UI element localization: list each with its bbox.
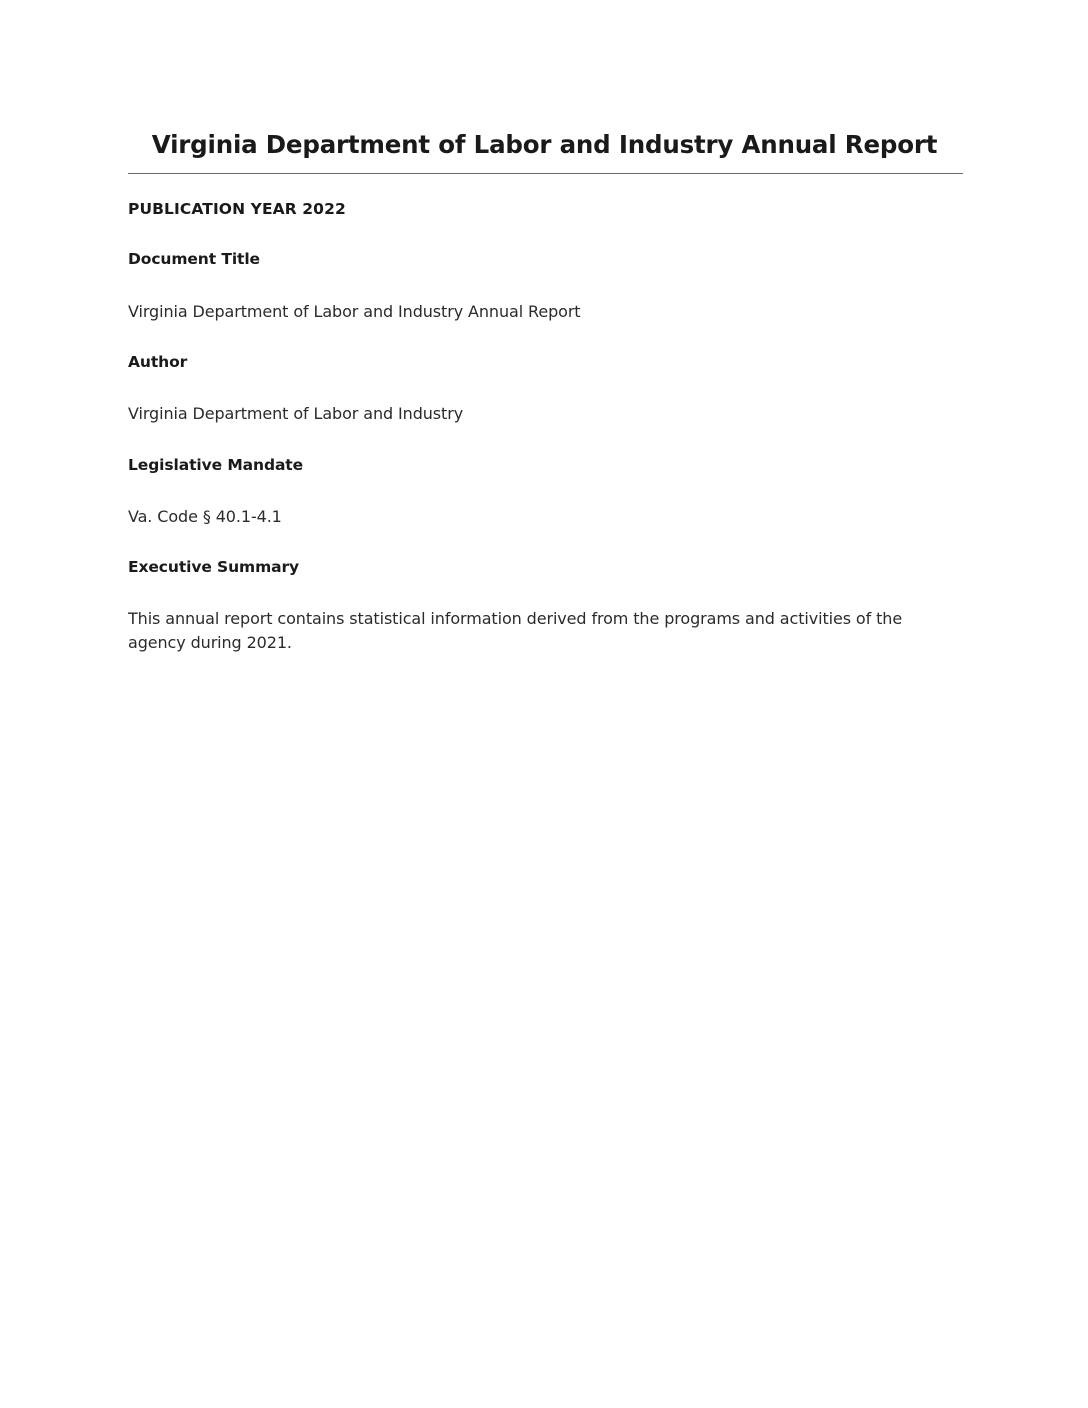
publication-year: PUBLICATION YEAR 2022 — [128, 200, 346, 219]
field-value-legislative-mandate: Va. Code § 40.1-4.1 — [128, 506, 282, 526]
field-label-document-title: Document Title — [128, 250, 260, 269]
field-value-author: Virginia Department of Labor and Industry — [128, 404, 464, 424]
title-divider — [128, 173, 963, 174]
field-executive-summary — [128, 558, 963, 654]
field-value-executive-summary: This annual report contains statistical information derived from the programs and activities of the agency during 2021. — [128, 609, 903, 652]
page-title: Virginia Department of Labor and Industry Annual Report — [151, 130, 938, 159]
field-label-legislative-mandate: Legislative Mandate — [128, 455, 304, 474]
field-legislative-mandate — [128, 456, 963, 529]
field-label-author: Author — [128, 352, 188, 371]
field-document-title — [128, 250, 963, 323]
field-value-document-title: Virginia Department of Labor and Industry Annual Report — [128, 301, 581, 321]
field-label-executive-summary: Executive Summary — [128, 558, 300, 577]
field-author — [128, 353, 963, 426]
